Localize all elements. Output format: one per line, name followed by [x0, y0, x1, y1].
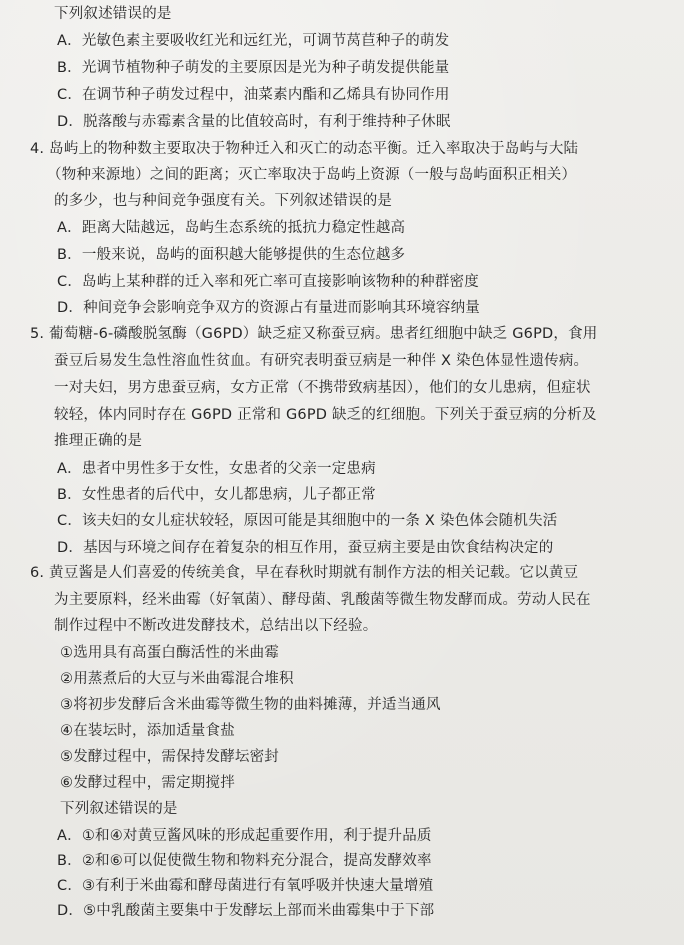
q5-option-d: D．基因与环境之间存在着复杂的相互作用，蚕豆病主要是由饮食结构决定的: [57, 540, 554, 556]
q4-option-a: A．距离大陆越远，岛屿生态系统的抵抗力稳定性越高: [57, 220, 406, 236]
q4-stem-line-1: 4. 岛屿上的物种数主要取决于物种迁入和灭亡的动态平衡。迁入率取决于岛屿与大陆: [30, 141, 579, 157]
q6-option-a: A．①和④对黄豆酱风味的形成起重要作用，利于提升品质: [57, 828, 432, 844]
q4-option-d: D．种间竞争会影响竞争双方的资源占有量进而影响其环境容纳量: [57, 300, 480, 316]
q6-step-6: ⑥发酵过程中，需定期搅拌: [60, 775, 235, 791]
q5-stem-line-2: 蚕豆后易发生急性溶血性贫血。有研究表明蚕豆病是一种伴 X 染色体显性遗传病。: [54, 353, 589, 369]
q6-step-3: ③将初步发酵后含米曲霉等微生物的曲料摊薄，并适当通风: [60, 697, 441, 713]
q5-option-a: A．患者中男性多于女性，女患者的父亲一定患病: [57, 461, 376, 477]
q6-stem-line-1: 6. 黄豆酱是人们喜爱的传统美食，早在春秋时期就有制作方法的相关记载。它以黄豆: [30, 565, 579, 581]
q5-stem-line-5: 推理正确的是: [54, 433, 143, 449]
q4-option-c: C．岛屿上某种群的迁入率和死亡率可直接影响该物种的种群密度: [57, 274, 479, 290]
q6-step-4: ④在装坛时，添加适量食盐: [60, 723, 235, 739]
q3-option-d: D．脱落酸与赤霉素含量的比值较高时，有利于维持种子休眠: [57, 114, 451, 130]
q5-stem-line-4: 较轻，体内同时存在 G6PD 正常和 G6PD 缺乏的红细胞。下列关于蚕豆病的分析及: [54, 407, 597, 423]
q6-step-2: ②用蒸煮后的大豆与米曲霉混合堆积: [60, 671, 294, 687]
q5-option-c: C．该夫妇的女儿症状较轻，原因可能是其细胞中的一条 X 染色体会随机失活: [57, 513, 558, 529]
q3-option-c: C．在调节种子萌发过程中，油菜素内酯和乙烯具有协同作用: [57, 87, 450, 103]
q4-stem-line-2: （物种来源地）之间的距离；灭亡率取决于岛屿上资源（一般与岛屿面积正相关）: [47, 167, 577, 183]
q5-stem-line-1: 5. 葡萄糖-6-磷酸脱氢酶（G6PD）缺乏症又称蚕豆病。患者红细胞中缺乏 G6PD，食用: [30, 326, 598, 342]
q4-stem-line-3: 的多少，也与种间竞争强度有关。下列叙述错误的是: [54, 193, 393, 209]
q6-stem-2: 下列叙述错误的是: [60, 801, 178, 817]
q6-stem-line-3: 制作过程中不断改进发酵技术，总结出以下经验。: [54, 618, 378, 634]
q5-option-b: B．女性患者的后代中，女儿都患病，儿子都正常: [57, 487, 376, 503]
q3-stem: 下列叙述错误的是: [54, 6, 172, 22]
q6-step-5: ⑤发酵过程中，需保持发酵坛密封: [60, 749, 279, 765]
q6-option-d: D．⑤中乳酸菌主要集中于发酵坛上部而米曲霉集中于下部: [57, 903, 435, 919]
q3-option-b: B．光调节植物种子萌发的主要原因是光为种子萌发提供能量: [57, 60, 450, 76]
q6-step-1: ①选用具有高蛋白酶活性的米曲霉: [60, 645, 279, 661]
q5-stem-line-3: 一对夫妇，男方患蚕豆病，女方正常（不携带致病基因），他们的女儿患病，但症状: [54, 380, 591, 396]
q6-option-c: C．③有利于米曲霉和酵母菌进行有氧呼吸并快速大量增殖: [57, 878, 434, 894]
q6-option-b: B．②和⑥可以促使微生物和物料充分混合，提高发酵效率: [57, 853, 432, 869]
q4-option-b: B．一般来说，岛屿的面积越大能够提供的生态位越多: [57, 247, 406, 263]
q3-option-a: A．光敏色素主要吸收红光和远红光，可调节莴苣种子的萌发: [57, 33, 450, 49]
q6-stem-line-2: 为主要原料，经米曲霉（好氧菌）、酵母菌、乳酸菌等微生物发酵而成。劳动人民在: [54, 592, 591, 608]
